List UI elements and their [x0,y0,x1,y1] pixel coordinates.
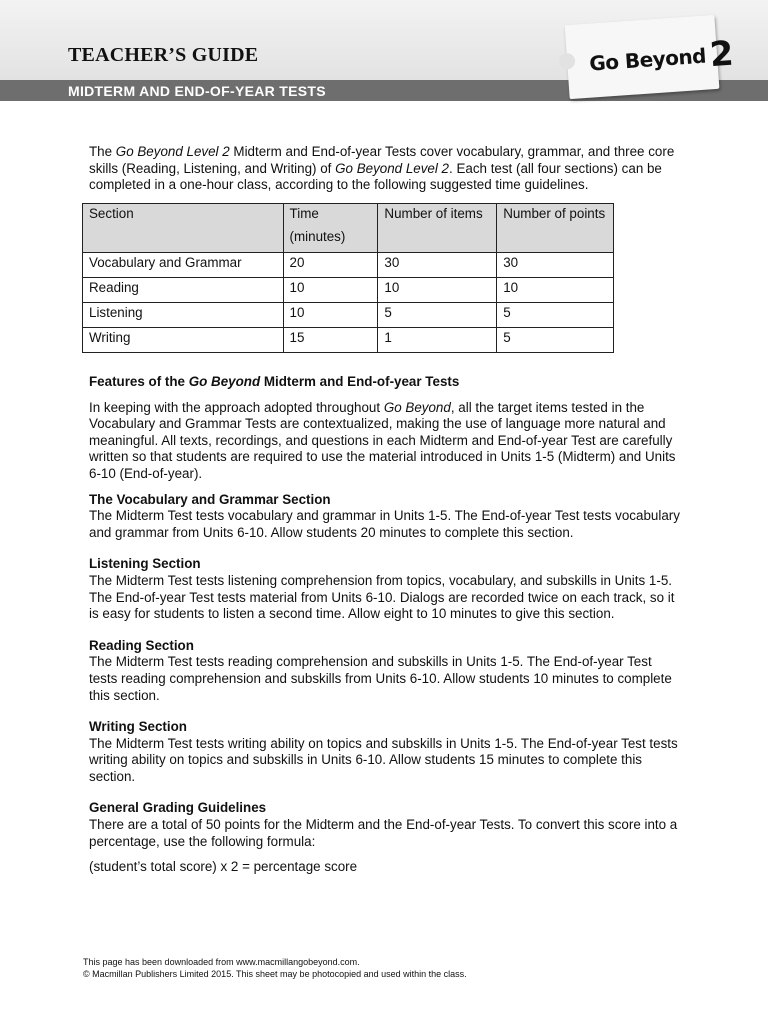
header-time-unit: (minutes) [289,229,346,244]
table-cell: Reading [83,278,284,303]
go-beyond-logo [565,15,735,99]
table-row [83,303,614,328]
section-heading: Reading Section [89,637,194,653]
footer-copyright: © Macmillan Publishers Limited 2015. This sheet may be photocopied and used within the class. [83,969,467,979]
spacer [89,391,681,400]
header-time-label: Time [289,206,319,221]
spacer [89,850,681,859]
intro-paragraph [89,144,681,194]
table-cell: 5 [378,303,497,328]
table-cell: 1 [378,328,497,353]
table-cell: 15 [283,328,378,353]
intro-text: The [89,144,116,159]
section-heading: The Vocabulary and Grammar Section [89,491,331,507]
para-text: , all the target items tested in the Vocabulary and Grammar Tests are contextualized, making the use of language more natural and meaningful. All texts, recordings, and questions in each Midterm and End-of-year Test are carefully written so that students are required to use the material introduced in Units 1-5 (Midterm) and Units 6-10 (End-of-year). [89,399,676,481]
heading-text: Features of the [89,374,189,389]
intro-block [89,144,681,194]
logo-number: 2 [708,33,735,76]
table-cell: Listening [83,303,284,328]
section-paragraph: There are a total of 50 points for the Midterm and the End-of-year Tests. To convert this score into a percentage, use the following formula: [89,817,678,849]
spacer [89,541,681,556]
body-text [89,374,681,876]
header-time [283,204,378,253]
logo-text [588,30,734,80]
spacer [89,785,681,800]
time-guidelines-table [82,203,614,353]
guide-title: TEACHER’S GUIDE [68,44,259,66]
section-paragraph: The Midterm Test tests writing ability on topics and subskills in Units 1-5. The End-of-year Test tests writing ability on topics and subskills in Units 6-10. Allow students 15 minutes to complete this section. [89,735,678,784]
table-row [83,278,614,303]
para-italic: Go Beyond [383,399,451,415]
intro-italic: Go Beyond Level 2 [335,160,450,176]
logo-word: Go Beyond [588,43,707,76]
heading-italic: Go Beyond [188,374,261,389]
spacer [89,704,681,719]
page-footer [83,956,467,980]
section-heading: Listening Section [89,556,201,572]
section-paragraph: The Midterm Test tests reading comprehension and subskills in Units 1-5. The End-of-year Test tests reading comprehension and subskills from Units 6-10. Allow students 10 minutes to complete this section. [89,654,672,703]
intro-text: . Each test (all four sections) can be completed in a one-hour class, according to the following suggested time guidelines. [89,160,662,192]
guide-subtitle: MIDTERM AND END-OF-YEAR TESTS [68,83,326,99]
features-paragraph [89,400,681,483]
table-cell: Writing [83,328,284,353]
table-header-row [83,204,614,253]
table-cell: 10 [378,278,497,303]
table-cell: 5 [497,303,614,328]
table-cell: 10 [497,278,614,303]
table-row [83,328,614,353]
section-heading: Writing Section [89,719,187,735]
header-section: Section [83,204,284,253]
section-heading: General Grading Guidelines [89,800,267,816]
table-cell: 20 [283,253,378,278]
intro-text: Midterm and End-of-year Tests cover vocabulary, grammar, and three core skills (Reading, Listening, and Writing) of [89,144,675,176]
header-items: Number of items [378,204,497,253]
section-paragraph: The Midterm Test tests vocabulary and grammar in Units 1-5. The End-of-year Test tests vocabulary and grammar from Units 6-10. Allow students 20 minutes to complete this section. [89,508,680,540]
spacer [89,623,681,638]
heading-text: Midterm and End-of-year Tests [260,374,460,389]
table-cell: 10 [283,278,378,303]
table-cell: 10 [283,303,378,328]
table-cell: 5 [497,328,614,353]
header-points: Number of points [497,204,614,253]
footer-download-note: This page has been downloaded from www.macmillangobeyond.com. [83,957,360,967]
badge-notch [559,53,576,70]
grading-formula: (student’s total score) x 2 = percentage score [89,859,358,875]
features-heading [89,374,681,391]
table-cell: Vocabulary and Grammar [83,253,284,278]
section-paragraph: The Midterm Test tests listening comprehension from topics, vocabulary, and subskills in Units 1-5. The End-of-year Test tests material from Units 6-10. Dialogs are recorded twice on each track, so it is easy for students to listen a second time. Allow eight to 10 minutes to give this section. [89,572,675,622]
para-text: In keeping with the approach adopted throughout [89,399,384,415]
table-cell: 30 [497,253,614,278]
table-row [83,253,614,278]
intro-italic: Go Beyond Level 2 [115,144,230,159]
table-cell: 30 [378,253,497,278]
spacer [89,483,681,492]
